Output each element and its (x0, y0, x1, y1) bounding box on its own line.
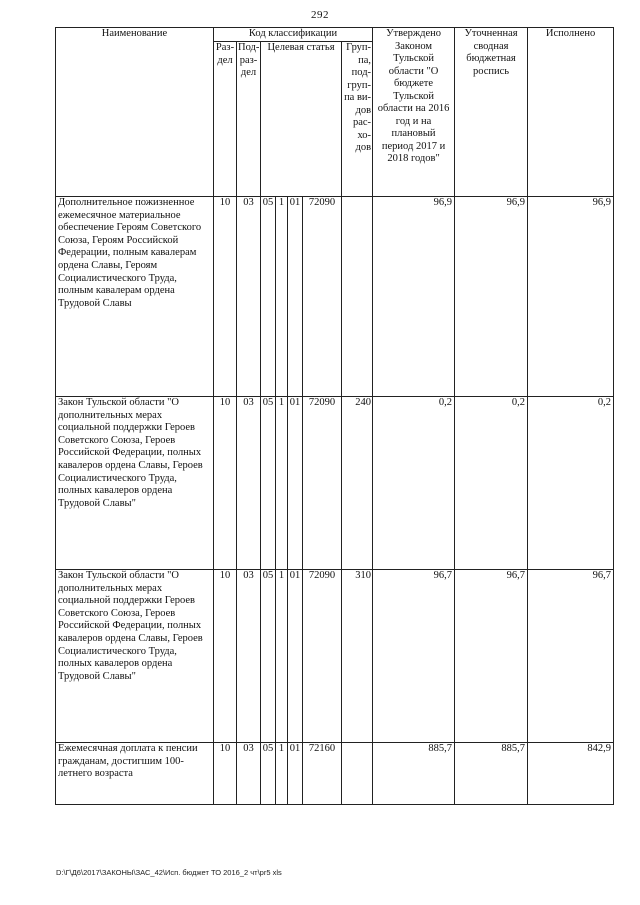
row-executed: 0,2 (528, 397, 614, 570)
table-row (56, 197, 614, 397)
row-target-subprogram: 1 (276, 743, 288, 805)
header-classification-code: Код классификации (214, 28, 373, 42)
row-expense-group (342, 743, 373, 805)
row-executed: 842,9 (528, 743, 614, 805)
row-name: Ежемесячная доплата к пенсии гражданам, достигшим 100-летнего возраста (56, 743, 214, 805)
row-target-event: 01 (288, 743, 303, 805)
row-subsection: 03 (237, 397, 261, 570)
row-target-event: 01 (288, 197, 303, 397)
row-target-program: 05 (261, 743, 276, 805)
row-name: Закон Тульской области "О дополнительных мерах социальной поддержки Героев Советского Союза, Героев Российской Федерации, полных кавалеров ордена Славы, Героев Социалистического Труда, полных кавалеров ордена Трудовой Славы" (56, 397, 214, 570)
row-subsection: 03 (237, 570, 261, 743)
row-refined: 96,7 (455, 570, 528, 743)
footer-file-path: D:\Г\Д6\2017\ЗАКОНЫ\ЗАС_42\Исп. бюджет ТО 2016_2 чт\pr5 xls (56, 868, 282, 877)
header-subsection: Под-раз-дел (237, 42, 261, 197)
header-section: Раз-дел (214, 42, 237, 197)
row-target-direction: 72090 (303, 197, 342, 397)
row-target-event: 01 (288, 570, 303, 743)
header-executed: Исполнено (528, 28, 614, 197)
row-target-subprogram: 1 (276, 197, 288, 397)
row-target-event: 01 (288, 397, 303, 570)
row-approved: 0,2 (373, 397, 455, 570)
row-target-direction: 72090 (303, 397, 342, 570)
row-expense-group: 240 (342, 397, 373, 570)
row-refined: 96,9 (455, 197, 528, 397)
table-row (56, 397, 614, 570)
header-refined: Уточненная сводная бюджетная роспись (455, 28, 528, 197)
row-target-direction: 72090 (303, 570, 342, 743)
row-section: 10 (214, 743, 237, 805)
header-expense-group: Груп-па, под-груп-па ви-дов рас-хо-дов (342, 42, 373, 197)
row-approved: 885,7 (373, 743, 455, 805)
table-row (56, 570, 614, 743)
row-target-program: 05 (261, 397, 276, 570)
budget-table (55, 27, 614, 805)
row-refined: 0,2 (455, 397, 528, 570)
row-approved: 96,7 (373, 570, 455, 743)
row-section: 10 (214, 197, 237, 397)
row-target-subprogram: 1 (276, 570, 288, 743)
row-target-program: 05 (261, 197, 276, 397)
page-number: 292 (311, 9, 329, 21)
row-subsection: 03 (237, 197, 261, 397)
table-row (56, 743, 614, 805)
header-target-item: Целевая статья (261, 42, 342, 197)
row-name: Дополнительное пожизненное ежемесячное материальное обеспечение Героям Советского Союза, Героям Российской Федерации, полным кавалерам ордена Славы, Героям Социалистического Труда, полным кавалерам ордена Трудовой Славы (56, 197, 214, 397)
row-expense-group (342, 197, 373, 397)
header-name: Наименование (56, 28, 214, 197)
header-approved: Утверждено Законом Тульской области "О бюджете Тульской области на 2016 год и на плановый период 2017 и 2018 годов" (373, 28, 455, 197)
row-refined: 885,7 (455, 743, 528, 805)
row-subsection: 03 (237, 743, 261, 805)
row-approved: 96,9 (373, 197, 455, 397)
row-target-direction: 72160 (303, 743, 342, 805)
row-section: 10 (214, 397, 237, 570)
row-expense-group: 310 (342, 570, 373, 743)
row-section: 10 (214, 570, 237, 743)
row-name: Закон Тульской области "О дополнительных мерах социальной поддержки Героев Советского Союза, Героев Российской Федерации, полных кавалеров ордена Славы, Героев Социалистического Труда, полных кавалеров ордена Трудовой Славы" (56, 570, 214, 743)
row-target-program: 05 (261, 570, 276, 743)
row-executed: 96,7 (528, 570, 614, 743)
row-target-subprogram: 1 (276, 397, 288, 570)
row-executed: 96,9 (528, 197, 614, 397)
